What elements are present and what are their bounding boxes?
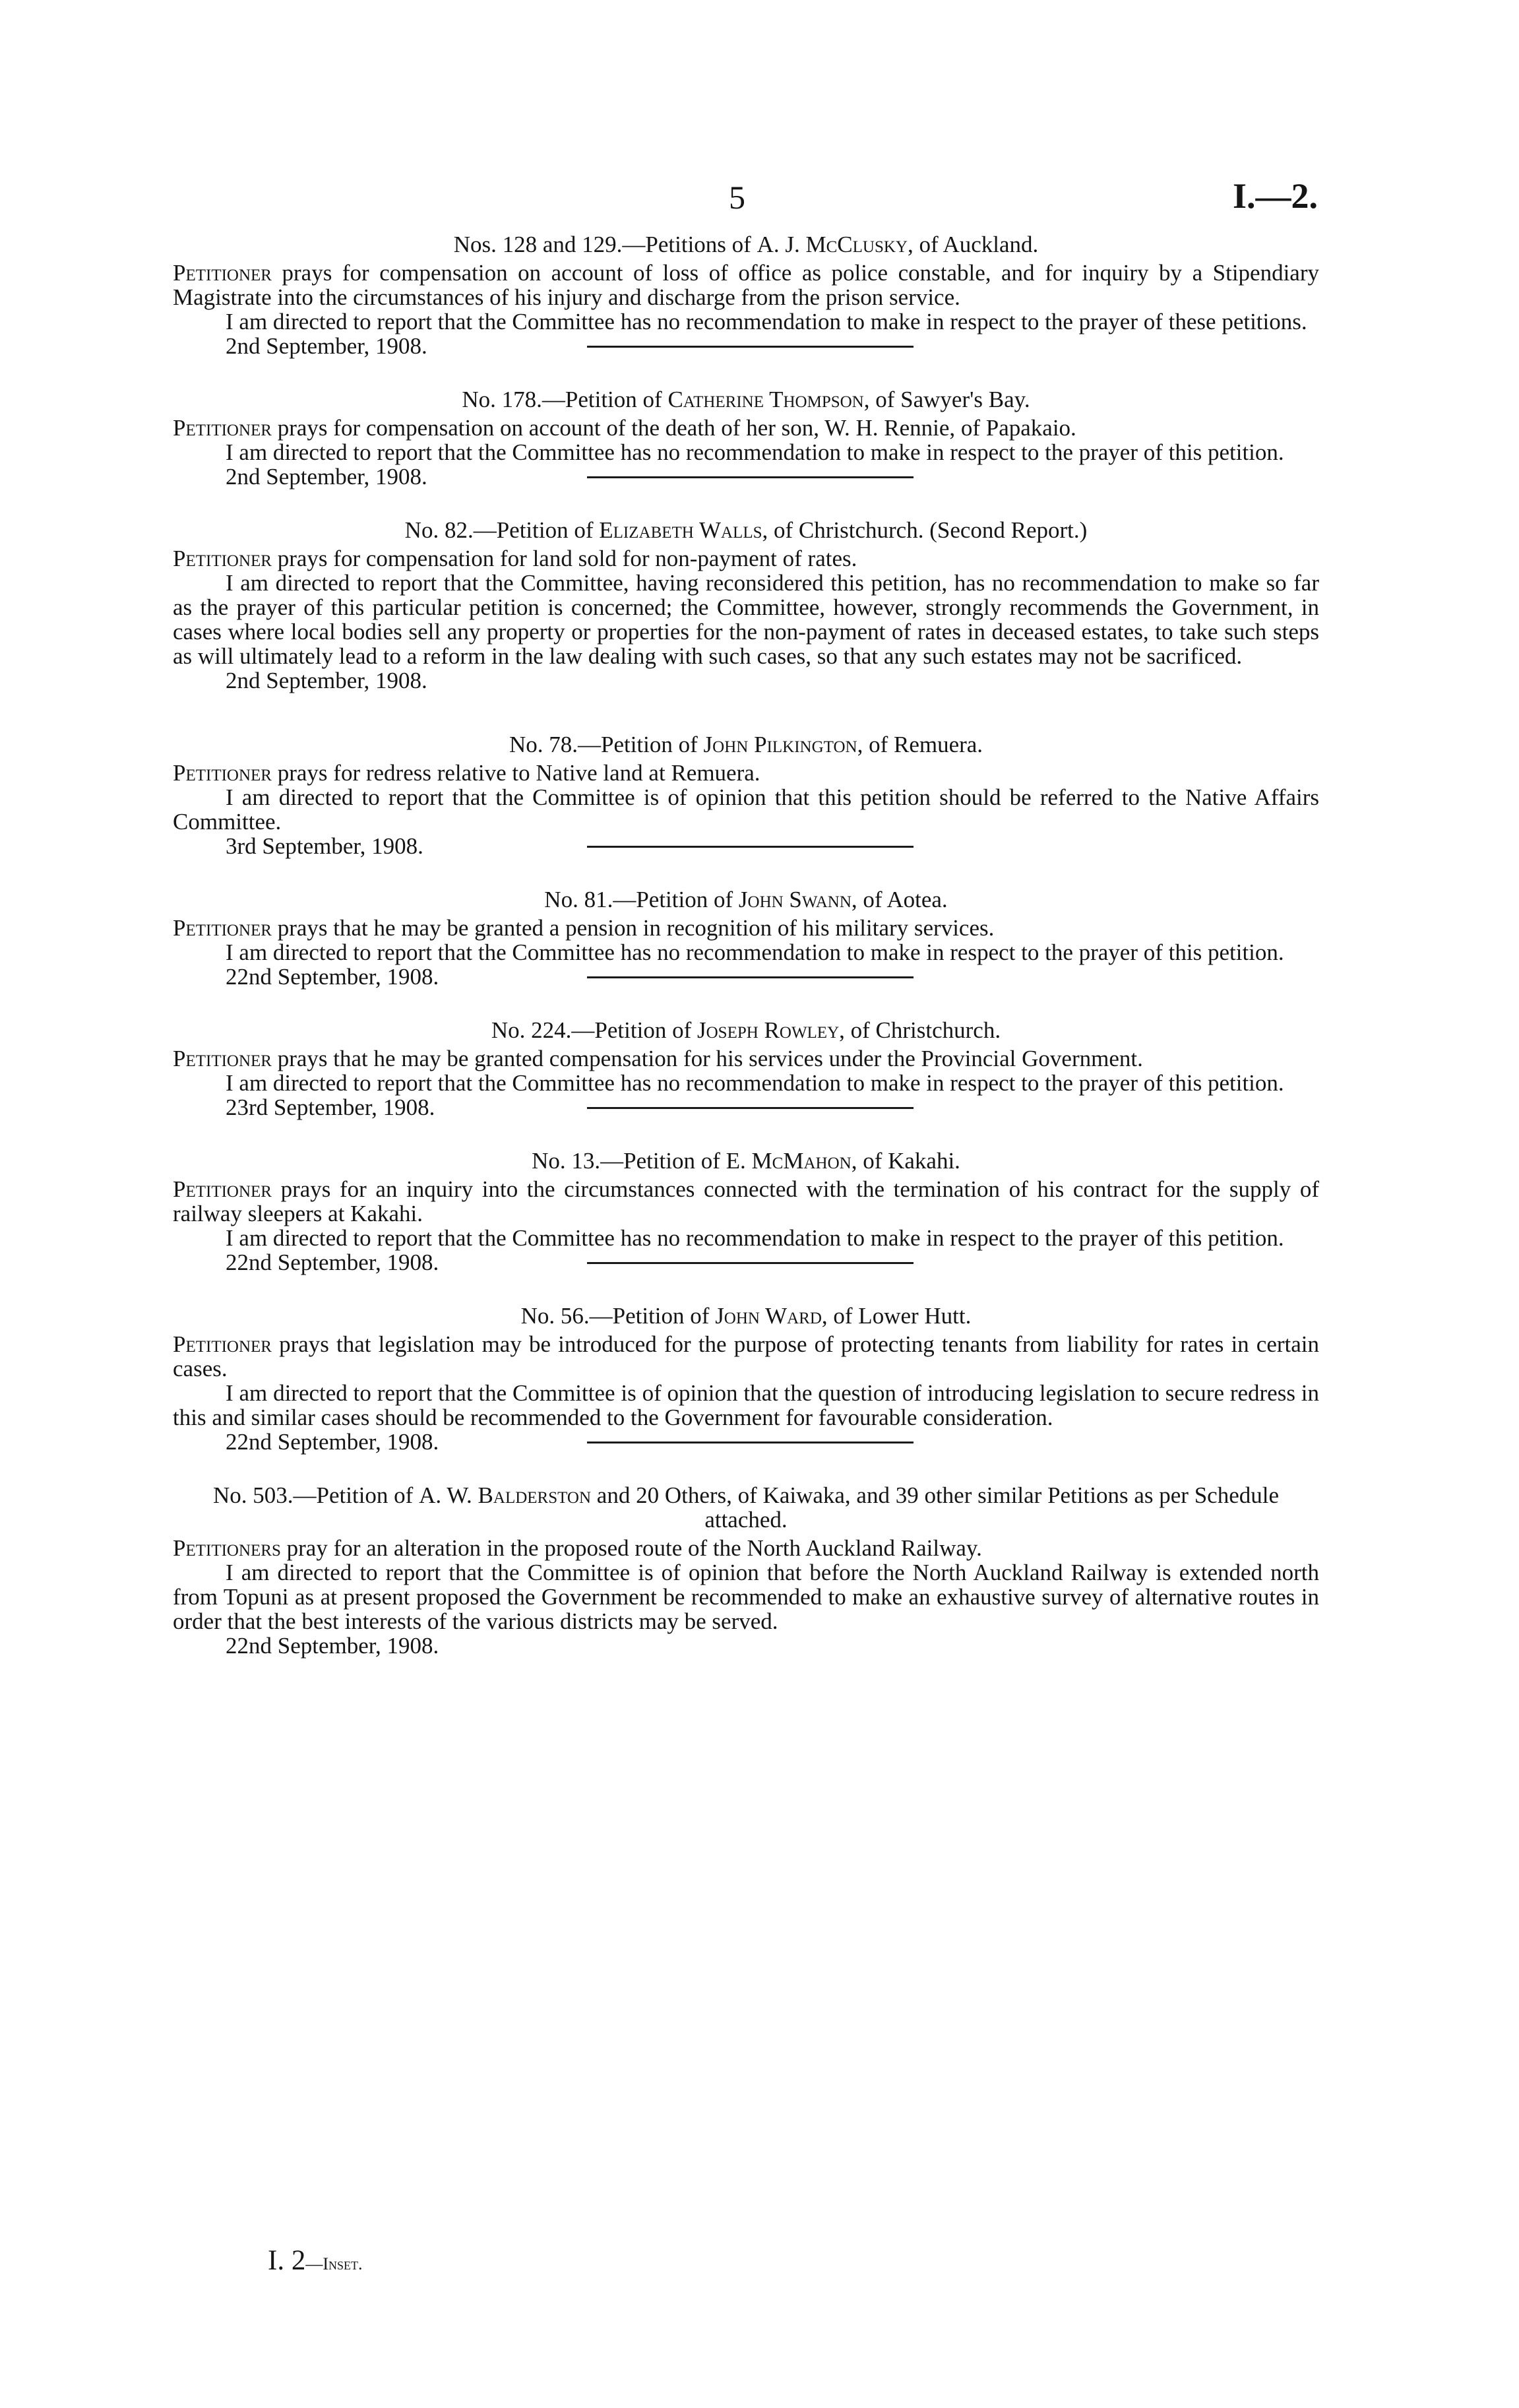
petitioner-name: John Pilkington (703, 732, 857, 757)
petition-heading-text: —Petition of (542, 387, 668, 412)
petitioner-label: Petitioner (173, 260, 272, 286)
inset-label: —Inset. (305, 2254, 363, 2273)
petitions-list (173, 232, 1319, 1658)
petitioner-label: Petitioner (173, 1046, 272, 1071)
petition-body: prays for compensation on account of the death of her son, W. H. Rennie, of Papakaio. (277, 415, 1076, 441)
petition-entry (173, 1303, 1319, 1455)
committee-report: I am directed to report that the Committee has no recommendation to make in respect to the prayer of this petition. (226, 1225, 1284, 1251)
petition-heading (173, 232, 1319, 257)
petition-body: prays for compensation for land sold for non-payment of rates. (277, 546, 857, 571)
petition-entry (173, 1483, 1319, 1658)
petition-prayer (173, 761, 1319, 785)
petition-location: , of Kakahi. (851, 1148, 960, 1174)
petition-entry (173, 1148, 1319, 1275)
report-date: 2nd September, 1908. (226, 333, 427, 359)
petition-heading (173, 518, 1319, 542)
petition-location: , of Christchurch. (839, 1017, 1001, 1043)
petition-location: , of Aotea. (851, 887, 948, 912)
petition-number: No. 78. (509, 732, 578, 757)
paper-code: I.—2. (1232, 176, 1318, 216)
petition-location: , of Remuera. (857, 732, 983, 757)
petition-number: No. 56. (520, 1303, 590, 1329)
petitioner-name: John Swann (738, 887, 852, 912)
petition-body: prays for an inquiry into the circumstances connected with the termination of his contract for the supply of railway sleepers at Kakahi. (173, 1176, 1319, 1226)
report-date: 3rd September, 1908. (226, 833, 423, 859)
petition-heading (173, 1018, 1319, 1042)
petition-heading (173, 1149, 1319, 1173)
petition-prayer (173, 1332, 1319, 1381)
petition-heading-text: —Petition of (577, 732, 704, 757)
committee-report: I am directed to report that the Committee has no recommendation to make in respect to the prayer of this petition. (226, 439, 1284, 465)
page-number: 5 (729, 179, 745, 216)
committee-report: I am directed to report that the Committee is of opinion that before the North Auckland Railway is extended north from Topuni as at present proposed the Government be recommended to make an exhaustive survey of alternative routes in order that the best interests of the various districts may be served. (173, 1560, 1319, 1634)
petition-entry (173, 732, 1319, 859)
petition-prayer (173, 1177, 1319, 1226)
report-date: 2nd September, 1908. (226, 668, 427, 693)
report-date: 23rd September, 1908. (226, 1094, 435, 1120)
petitioner-label: Petitioner (173, 915, 272, 941)
petition-number: No. 13. (532, 1148, 601, 1174)
petition-body: prays that he may be granted a pension in recognition of his military services. (277, 915, 995, 941)
report-date: 22nd September, 1908. (226, 1633, 439, 1659)
petition-heading-text: —Petition of (293, 1482, 419, 1508)
petition-number: No. 224. (491, 1017, 572, 1043)
report-date: 22nd September, 1908. (226, 1250, 439, 1275)
petition-entry (173, 1017, 1319, 1120)
petition-prayer (173, 1536, 1319, 1560)
petition-heading (173, 732, 1319, 757)
committee-report: I am directed to report that the Committee is of opinion that the question of introducing legislation to secure redress in this and similar cases should be recommended to the Government for favourable consideration. (173, 1380, 1319, 1430)
petition-body: prays that he may be granted compensation for his services under the Provincial Government. (277, 1046, 1143, 1071)
petition-number: No. 81. (544, 887, 613, 912)
petition-heading-text: —Petitions of (622, 232, 757, 257)
inset-reference (268, 2244, 363, 2277)
petition-entry (173, 232, 1319, 359)
petition-heading (173, 1304, 1319, 1328)
inset-code: I. 2 (268, 2245, 306, 2276)
committee-report: I am directed to report that the Committee has no recommendation to make in respect to the prayer of this petition. (226, 939, 1284, 965)
petition-entry (173, 518, 1319, 693)
petitioner-label: Petitioner (173, 546, 272, 571)
petition-heading-text: —Petition of (571, 1017, 697, 1043)
committee-report: I am directed to report that the Committee has no recommendation to make in respect to the prayer of these petitions. (226, 309, 1307, 334)
petition-number: Nos. 128 and 129. (453, 232, 623, 257)
petition-location: , of Sawyer's Bay. (863, 387, 1030, 412)
petition-location: and 20 Others, of Kaiwaka, and 39 other similar Petitions as per Schedule attached. (591, 1482, 1279, 1533)
petition-heading-text: —Petition of (613, 887, 739, 912)
petitioner-name: John Ward (715, 1303, 822, 1329)
petition-body: prays for compensation on account of loss of office as police constable, and for inquiry by a Stipendiary Magistrate into the circumstances of his injury and discharge from the prison service. (173, 260, 1319, 310)
petitioner-name: Elizabeth Walls (599, 517, 762, 543)
petition-heading-text: —Petition of (600, 1148, 726, 1174)
petition-location: , of Christchurch. (Second Report.) (762, 517, 1088, 543)
petition-prayer (173, 416, 1319, 440)
report-date: 22nd September, 1908. (226, 1429, 439, 1455)
petition-number: No. 178. (462, 387, 542, 412)
petition-body: prays for redress relative to Native land at Remuera. (277, 760, 760, 786)
petitioner-label: Petitioner (173, 1331, 272, 1357)
petition-location: , of Auckland. (907, 232, 1039, 257)
petitioner-name: Catherine Thompson (667, 387, 864, 412)
petition-prayer (173, 546, 1319, 571)
petition-prayer (173, 261, 1319, 309)
petition-number: No. 82. (404, 517, 474, 543)
petitioner-name: A. J. McClusky (757, 232, 908, 257)
petition-heading-text: —Petition of (589, 1303, 716, 1329)
petitioner-label: Petitioner (173, 760, 272, 786)
report-date: 2nd September, 1908. (226, 464, 427, 490)
petition-entry (173, 887, 1319, 990)
committee-report: I am directed to report that the Committee, having reconsidered this petition, has no recommendation to make so far as the prayer of this particular petition is concerned; the Committee, however, strongly recommends the Government, in cases where local bodies sell any property or properties for the non-payment of rates in deceased estates, to take such steps as will ultimately lead to a reform in the law dealing with such cases, so that any such estates may not be sacrificed. (173, 570, 1319, 669)
petition-heading (173, 1483, 1319, 1532)
petition-location: , of Lower Hutt. (821, 1303, 972, 1329)
petition-number: No. 503. (212, 1482, 294, 1508)
petition-heading-text: —Petition of (473, 517, 600, 543)
petitioner-label: Petitioners (173, 1535, 281, 1561)
petition-prayer (173, 1046, 1319, 1071)
petition-heading (173, 887, 1319, 912)
petitioner-name: Joseph Rowley (697, 1017, 840, 1043)
petitioner-label: Petitioner (173, 415, 272, 441)
report-date: 22nd September, 1908. (226, 964, 439, 990)
committee-report: I am directed to report that the Committee has no recommendation to make in respect to the prayer of this petition. (226, 1070, 1284, 1096)
petitioner-name: E. McMahon (726, 1148, 852, 1174)
petitioner-label: Petitioner (173, 1176, 272, 1202)
petition-entry (173, 387, 1319, 490)
petition-body: prays that legislation may be introduced for the purpose of protecting tenants from liability for rates in certain cases. (173, 1331, 1319, 1381)
petition-prayer (173, 916, 1319, 940)
petitioner-name: A. W. Balderston (419, 1482, 592, 1508)
committee-report: I am directed to report that the Committee is of opinion that this petition should be referred to the Native Affairs Committee. (173, 784, 1319, 835)
petition-body: pray for an alteration in the proposed route of the North Auckland Railway. (286, 1535, 982, 1561)
petition-heading (173, 387, 1319, 412)
